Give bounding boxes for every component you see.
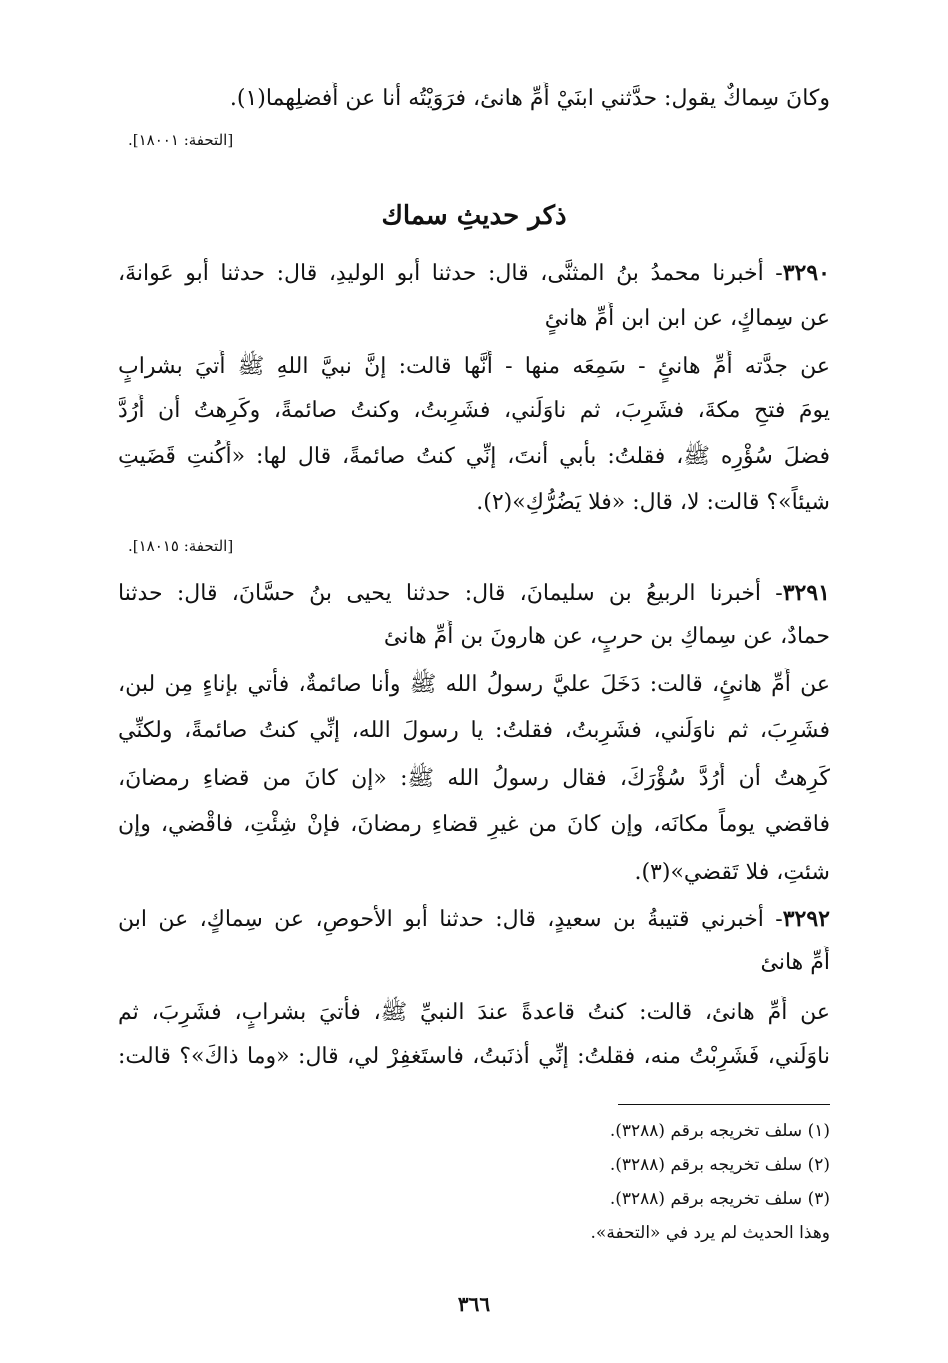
hadith-3291-line-1: ٣٢٩١- أخبرنا الربيعُ بن سليمانَ، قال: حدثنا يحيى بنُ حسَّانَ، قال: حدثنا: [118, 580, 830, 606]
hadith-3291-line-2: حمادٌ، عن سِماكِ بن حربٍ، عن هارونَ بن أُمِّ هانئ: [383, 624, 830, 649]
tuhfa-reference: [التحفة: ١٨٠١٥].: [128, 537, 234, 555]
footnote-1: (١) سلف تخريجه برقم (٣٢٨٨).: [609, 1121, 830, 1141]
footnote-3: (٣) سلف تخريجه برقم (٣٢٨٨).: [609, 1189, 830, 1209]
hadith-3290-line-5: فضلَ سُؤْرِه ﷺ، فقلتُ: بأبي أنتَ، إنِّي كنتُ صائمةً، قال لها: «أَكُنتِ قَضَيتِ: [118, 444, 830, 469]
hadith-number: ٣٢٩٠: [782, 260, 830, 286]
hadith-number: ٣٢٩٢: [782, 906, 830, 932]
hadith-number: ٣٢٩١: [782, 580, 830, 606]
intro-line: وكانَ سِماكٌ يقول: حدَّثني ابنَيْ أُمِّ هانئ، فرَوَيْتُه أنا عن أَفضلِهما(١).: [229, 86, 830, 111]
hadith-3292-line-1: ٣٢٩٢- أخبرني قتيبةُ بن سعيدٍ، قال: حدثنا أبو الأحوصِ، عن سِماكٍ، عن ابن: [118, 906, 830, 932]
footnote-divider: [618, 1104, 830, 1105]
hadith-3291-line-6: فاقضي يوماً مكانَه، وإن كانَ من غيرِ قضاءِ رمضانَ، فإنْ شِئْتِ، فاقْضي، وإن: [118, 812, 830, 837]
hadith-3290-line-3: عن جدَّته أُمِّ هانئٍ - سَمِعَه منها - أَنَّها قالت: إنَّ نبيَّ اللهِ ﷺ أُتيَ بشرابٍ: [118, 354, 830, 379]
hadith-3291-line-4: فشَرِبَ، ثم ناوَلَني، فشَرِبتُ، فقلتُ: يا رسولَ الله، إنِّي كنتُ صائمةً، ولكنِّي: [118, 718, 830, 743]
tuhfa-reference: [التحفة: ١٨٠٠١].: [128, 131, 234, 149]
hadith-3290-line-1: ٣٢٩٠- أخبرنا محمدُ بنُ المثنَّى، قال: حدثنا أبو الوليدِ، قال: حدثنا أبو عَوانةَ،: [118, 260, 830, 286]
hadith-3292-line-2: أُمِّ هانئ: [760, 950, 830, 975]
hadith-3292-line-4: ناوَلَني، فَشَرِبْتُ منه، فقلتُ: إنِّي أذنَبتُ، فاستَغفِرْ لي، قال: «وما ذاكَ»؟ قالت:: [118, 1044, 830, 1069]
hadith-3291-line-3: عن أُمِّ هانئٍ، قالت: دَخَلَ عليَّ رسولُ الله ﷺ وأنا صائمةٌ، فأُتي بإناءٍ مِن لبن،: [118, 672, 830, 697]
hadith-3292-line-3: عن أُمِّ هانئ، قالت: كنتُ قاعدةً عندَ النبيِّ ﷺ، فأُتيَ بشرابٍ، فشَرِبَ، ثم: [118, 1000, 830, 1025]
footnote-note: وهذا الحديث لم يرد في «التحفة».: [590, 1223, 830, 1243]
hadith-3291-line-7: شئتِ، فلا تَقضي»(٣).: [634, 860, 830, 885]
page-number: ٣٦٦: [457, 1292, 491, 1316]
hadith-3290-line-2: عن سِماكٍ، عن ابن ابن أُمِّ هانئٍ: [544, 306, 830, 331]
section-heading: ذكر حديثِ سماك: [381, 201, 567, 231]
hadith-3290-line-6: شيئاً»؟ قالت: لا، قال: «فلا يَضُرُّكِ»(٢).: [476, 490, 830, 515]
hadith-3291-line-5: كَرِهتُ أن أَرُدَّ سُؤْرَكَ، فقال رسولُ الله ﷺ: «إن كانَ من قضاءِ رمضانَ،: [118, 766, 830, 791]
hadith-3290-line-4: يومَ فتحِ مكةَ، فشَرِبَ، ثم ناوَلَني، فشَرِبتُ، وكنتُ صائمةً، وكَرِهتُ أن أَرُدَّ: [118, 398, 830, 423]
footnote-2: (٢) سلف تخريجه برقم (٣٢٨٨).: [609, 1155, 830, 1175]
